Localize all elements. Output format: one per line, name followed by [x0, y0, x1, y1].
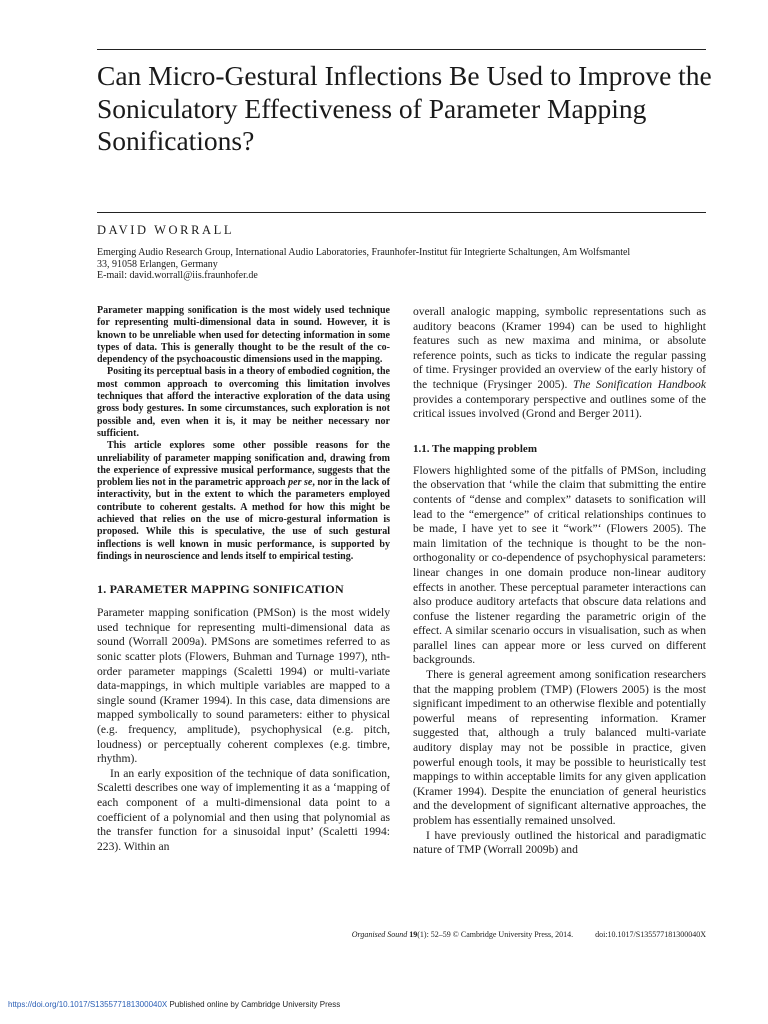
- journal-issue: (1): 52–59 © Cambridge University Press, 2014.: [417, 930, 574, 939]
- section-1-continued: [413, 305, 706, 422]
- doi-text: doi:10.1017/S135577181300040X: [595, 930, 706, 939]
- body-paragraph: There is general agreement among sonification researchers that the mapping problem (TMP) (Flowers 2005) is the most significant impediment to an otherwise flexible and potentially powerful means of representing information. Kramer suggested that, although a truly balanced multi-variate auditory display may not be possible in practice, given powerful enough tools, it may be possible to heuristically test mappings to within acceptable limits for any given application (Kramer 1994). Despite the enunciation of general heuristics and the development of significant alternative approaches, the problem has essentially remained unsolved.: [413, 668, 706, 827]
- abstract-italic: per se: [288, 477, 313, 489]
- author-name: DAVID WORRALL: [97, 223, 235, 237]
- body-paragraph: Parameter mapping sonification (PMSon) is the most widely used technique for representing multi-dimensional data as sound (Worrall 2009a). PMSons are sometimes referred to as sonic scatter plots (Flowers, Buhman and Turnage 1997), nth-order parameter mappings (Scaletti 1994) or multi-variate data-mappings, in which multiple variables are mapped to a single sound (Kramer 1994). In this case, data dimensions are mapped symbolically to sound parameters: either to physical (e.g. frequency, amplitude), psychophysical (e.g. pitch, loudness) or perceptually coherent complexes (e.g. timbre, rhythm).: [97, 606, 390, 766]
- body-paragraph: I have previously outlined the historical and paradigmatic nature of TMP (Worrall 2009b) and: [413, 828, 706, 857]
- affiliation-line: Emerging Audio Research Group, International Audio Laboratories, Fraunhofer-Institut für Integrierte Schaltungen, Am Wolfsmantel: [97, 247, 631, 258]
- journal-name: Organised Sound: [351, 930, 408, 939]
- abstract-text: This article explores some other possible reasons for the unreliability of parameter mapping sonification and, drawing from the experience of expressive musical performance, suggests that the problem lies not in the parametric approach: [97, 440, 390, 489]
- affiliation: [97, 247, 709, 282]
- publisher-text: Published online by Cambridge University Press: [167, 1000, 341, 1009]
- top-rule: [97, 49, 706, 50]
- body-paragraph: [413, 305, 706, 422]
- section-heading: 1. PARAMETER MAPPING SONIFICATION: [97, 582, 344, 597]
- book-title: The Sonification Handbook: [573, 377, 706, 391]
- author-email: E-mail: david.worrall@iis.fraunhofer.de: [97, 270, 258, 281]
- body-text: provides a contemporary perspective and outlines some of the critical issues involved (Grond and Berger 2011).: [413, 392, 706, 421]
- subsection-heading: 1.1. The mapping problem: [413, 442, 537, 455]
- article-title: Can Micro-Gestural Inflections Be Used to Improve the Soniculatory Effectiveness of Parameter Mapping Sonifications?: [97, 60, 712, 156]
- publisher-line: [8, 1000, 340, 1009]
- author-rule: [97, 212, 706, 213]
- affiliation-line: 33, 91058 Erlangen, Germany: [97, 258, 218, 270]
- right-column: [413, 305, 706, 858]
- body-text: overall analogic mapping, symbolic representations such as auditory beacons (Kramer 1994) can be used to highlight features such as new maxima and minima, or absolute reference points, such as ticks to indicate the regular passing of time. Frysinger provided an overview of the early history of the technique (Frysinger 2005).: [413, 305, 706, 391]
- journal-volume: 19: [409, 930, 418, 939]
- page-footer: [97, 930, 706, 939]
- abstract-text: , nor in the lack of interactivity, but in the extent to which the parameters employed contribute to coherent gestalts. A method for how this might be achieved that relies on the use of micro-gestural information is proposed. While this is speculative, the use of such gestural inflections is well known in music performance, is supported by findings in neuroscience and lends itself to empirical testing.: [97, 477, 390, 562]
- section-1: [97, 582, 390, 854]
- abstract: [97, 305, 390, 563]
- body-paragraph: In an early exposition of the technique of data sonification, Scaletti describes one way of implementing it as a ‘mapping of each component of a multi-dimensional data point to a coefficient of a polynomial and then using that polynomial as the transfer function for a sinusoidal input’ (Scaletti 1994: 223). Within an: [97, 766, 390, 853]
- abstract-paragraph: [97, 440, 390, 563]
- doi-link[interactable]: https://doi.org/10.1017/S135577181300040X: [8, 1000, 168, 1009]
- body-paragraph: Flowers highlighted some of the pitfalls of PMSon, including the observation that ‘while the claim that submitting the entire contents of “dense and complex” datasets to sonification will lead to the “emergence” of critical relationships continues to be made, I have yet to see it “work”‘ (Flowers 2005). The main limitation of the technique is thought to be the non-orthogonality or co-dependence of psychophysical parameters: linear changes in one domain produce non-linear auditory effects in another. These perceptual parameter interactions can also produce auditory artefacts that obscure data relations and confuse the listener regarding the parametric origin of the effect. A similar scenario occurs in visualisation, such as when parallel lines can appear more or less curved on different backgrounds.: [413, 463, 706, 667]
- section-1-1: [413, 443, 706, 858]
- abstract-paragraph: Parameter mapping sonification is the most widely used technique for representing multi-dimensional data in sound. However, it is known to be unreliable when used for detecting information in some types of data. This is generally thought to be the result of the co-dependency of the psychoacoustic dimensions used in the mapping.: [97, 305, 390, 366]
- abstract-paragraph: Positing its perceptual basis in a theory of embodied cognition, the most common approach to overcoming this limitation involves techniques that afford the interactive exploration of the data using gross body gestures. In some circumstances, such exploration is not possible and, even when it is, it may be neither necessary nor sufficient.: [97, 366, 390, 439]
- left-column: [97, 305, 390, 854]
